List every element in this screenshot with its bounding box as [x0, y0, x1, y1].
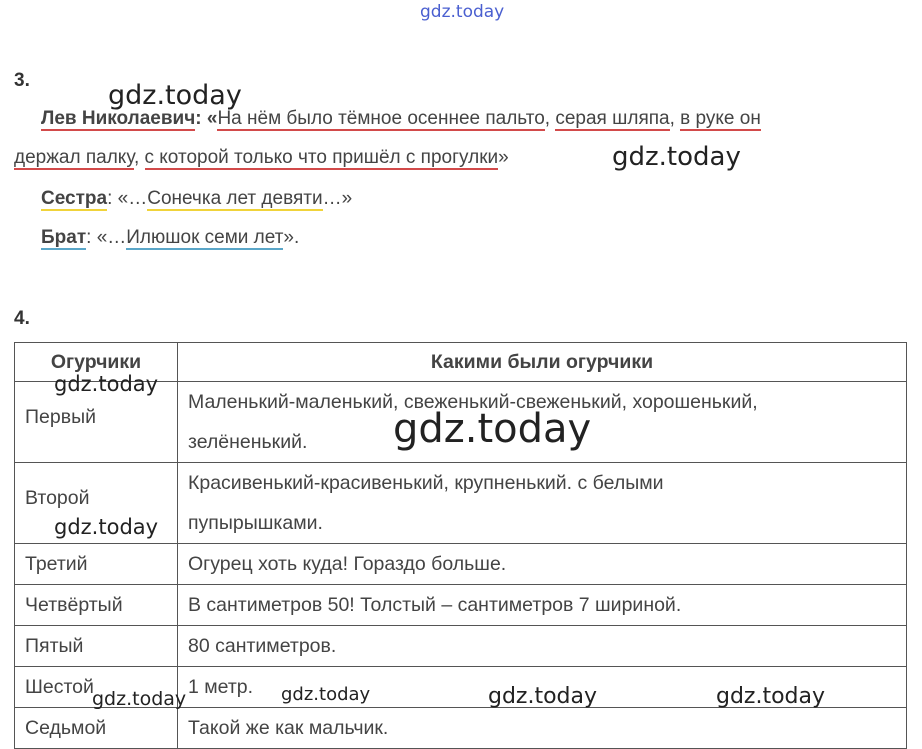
speaker-brother: Брат [41, 227, 87, 248]
table-row [15, 708, 907, 749]
colon: : «… [86, 227, 127, 248]
task-3-line-3 [41, 188, 352, 210]
table-row [15, 626, 907, 667]
watermark-top: gdz.today [420, 2, 505, 22]
row-name: Седьмой [15, 708, 178, 749]
row-desc: 1 метр. [178, 667, 907, 708]
row-desc: Огурец хоть куда! Гораздо больше. [178, 544, 907, 585]
row-name: Пятый [15, 626, 178, 667]
colon: : «… [107, 188, 148, 209]
comma: , [544, 108, 556, 129]
row-desc: В сантиметров 50! Толстый – сантиметров 7 шириной. [178, 585, 907, 626]
table-row [15, 585, 907, 626]
task-3-number: 3. [14, 70, 30, 91]
watermark: gdz.today [108, 80, 242, 111]
row-desc: Красивенький-красивенький, крупненький. с белыми пупырышками. [178, 463, 907, 544]
watermark: gdz.today [393, 406, 592, 452]
quote-part: На нём было тёмное осеннее пальто [217, 108, 545, 129]
quote-part: в руке он [680, 108, 761, 129]
row-name: Третий [15, 544, 178, 585]
header-description: Какими были огурчики [178, 343, 907, 382]
row-name: Четвёртый [15, 585, 178, 626]
colon: : « [195, 108, 218, 129]
speaker-lev: Лев Николаевич [41, 108, 196, 129]
watermark: gdz.today [54, 515, 159, 539]
quote-end: » [498, 147, 509, 168]
task-4-number: 4. [14, 308, 30, 329]
quote-part: серая шляпа [555, 108, 670, 129]
row-name: Шестой [15, 667, 178, 708]
task-3-line-1 [41, 108, 761, 130]
watermark: gdz.today [54, 372, 159, 396]
watermark: gdz.today [488, 684, 598, 709]
quote-end: ». [283, 227, 300, 248]
watermark: gdz.today [716, 684, 826, 709]
watermark: gdz.today [612, 142, 741, 172]
task-3-line-4 [41, 227, 299, 249]
quote-end: …» [322, 188, 353, 209]
task-3-line-2 [14, 147, 509, 169]
table-row [15, 544, 907, 585]
row-desc: Такой же как мальчик. [178, 708, 907, 749]
row-name: Второй [15, 463, 178, 544]
quote-part: с которой только что пришёл с прогулки [144, 147, 499, 168]
speaker-sister: Сестра [41, 188, 108, 209]
header-cucumbers: Огурчики [15, 343, 178, 382]
comma: , [133, 147, 145, 168]
watermark: gdz.today [92, 688, 187, 710]
quote-part: держал палку [14, 147, 134, 168]
row-desc: 80 сантиметров. [178, 626, 907, 667]
quote-part: Илюшок семи лет [126, 227, 284, 248]
comma: , [669, 108, 681, 129]
quote-part: Сонечка лет девяти [147, 188, 323, 209]
row-name: Первый [15, 382, 178, 463]
row-desc: Маленький-маленький, свеженький-свеженький, хорошенький, зелёненький. [178, 382, 907, 463]
watermark: gdz.today [281, 684, 371, 705]
